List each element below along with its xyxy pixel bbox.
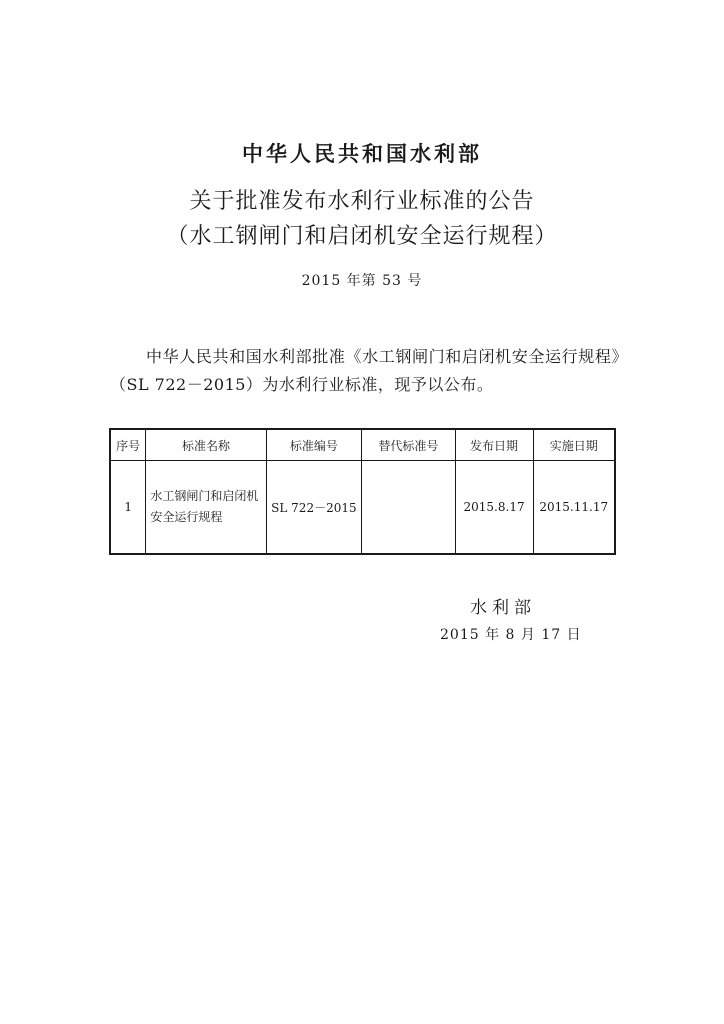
signature-date: 2015 年 8 月 17 日 — [440, 627, 582, 643]
announcement-number: 2015 年第 53 号 — [301, 273, 423, 289]
cell-replaced — [362, 461, 455, 555]
cell-code: SL 722－2015 — [266, 461, 362, 555]
announcement-subtitle: （水工钢闸门和启闭机安全运行规程） — [166, 224, 558, 249]
ministry-name: 中华人民共和国水利部 — [242, 141, 482, 166]
cell-seq: 1 — [110, 461, 146, 555]
header-issue-date: 发布日期 — [455, 429, 533, 461]
header-effective-date: 实施日期 — [533, 429, 615, 461]
signature-org: 水利部 — [470, 598, 536, 618]
cell-issue-date: 2015.8.17 — [455, 461, 533, 555]
header-code: 标准编号 — [266, 429, 362, 461]
header-name: 标准名称 — [146, 429, 266, 461]
announcement-body: 中华人民共和国水利部批准《水工钢闸门和启闭机安全运行规程》（SL 722－2015）为水利行业标准，现予以公布。 — [110, 347, 620, 394]
table-header-row — [110, 429, 615, 461]
table-row — [110, 461, 615, 555]
standards-table — [109, 428, 616, 555]
header-replaced: 替代标准号 — [362, 429, 455, 461]
announcement-title: 关于批准发布水利行业标准的公告 — [189, 189, 535, 214]
cell-effective-date: 2015.11.17 — [533, 461, 615, 555]
cell-name: 水工钢闸门和启闭机安全运行规程 — [146, 461, 266, 555]
header-seq: 序号 — [110, 429, 146, 461]
